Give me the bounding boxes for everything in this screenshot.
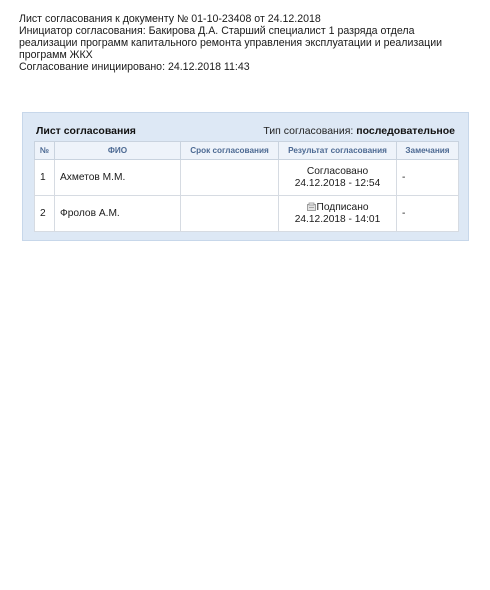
- approver-name: Фролов А.М.: [55, 196, 181, 232]
- approver-name: Ахметов М.М.: [55, 160, 181, 196]
- signature-icon: [307, 202, 316, 211]
- column-header-notes: Замечания: [397, 142, 459, 160]
- approval-notes: -: [397, 196, 459, 232]
- column-header-name: ФИО: [55, 142, 181, 160]
- document-header: [19, 13, 474, 73]
- approval-result: [279, 160, 397, 196]
- panel-header: [33, 123, 458, 137]
- approval-type: [263, 125, 455, 137]
- approval-type-value: последовательное: [356, 125, 455, 137]
- approval-table: [34, 141, 459, 232]
- column-header-deadline: Срок согласования: [181, 142, 279, 160]
- column-header-result: Результат согласования: [279, 142, 397, 160]
- document-title: Лист согласования к документу № 01-10-23408 от 24.12.2018: [19, 13, 321, 25]
- table-row: [35, 160, 459, 196]
- result-date: 24.12.2018 - 14:01: [294, 213, 381, 225]
- approval-deadline: [181, 196, 279, 232]
- approval-notes: -: [397, 160, 459, 196]
- result-status: Согласовано: [306, 165, 369, 177]
- approval-type-label: Тип согласования:: [263, 125, 354, 137]
- result-date: 24.12.2018 - 12:54: [294, 177, 381, 189]
- result-status: Подписано: [316, 201, 369, 213]
- table-row: [35, 196, 459, 232]
- table-header-row: [35, 142, 459, 160]
- initiator-info: Инициатор согласования: Бакирова Д.А. Старший специалист 1 разряда отдела реализации программ капитального ремонта управления эксплуатации и реализации программ ЖКХ: [19, 25, 443, 61]
- approval-sheet-panel: [22, 112, 469, 241]
- initiated-date: Согласование инициировано: 24.12.2018 11:43: [19, 61, 250, 73]
- row-number: 1: [35, 160, 55, 196]
- panel-title: Лист согласования: [36, 125, 136, 137]
- approval-result: [279, 196, 397, 232]
- approval-deadline: [181, 160, 279, 196]
- column-header-number: №: [35, 142, 55, 160]
- row-number: 2: [35, 196, 55, 232]
